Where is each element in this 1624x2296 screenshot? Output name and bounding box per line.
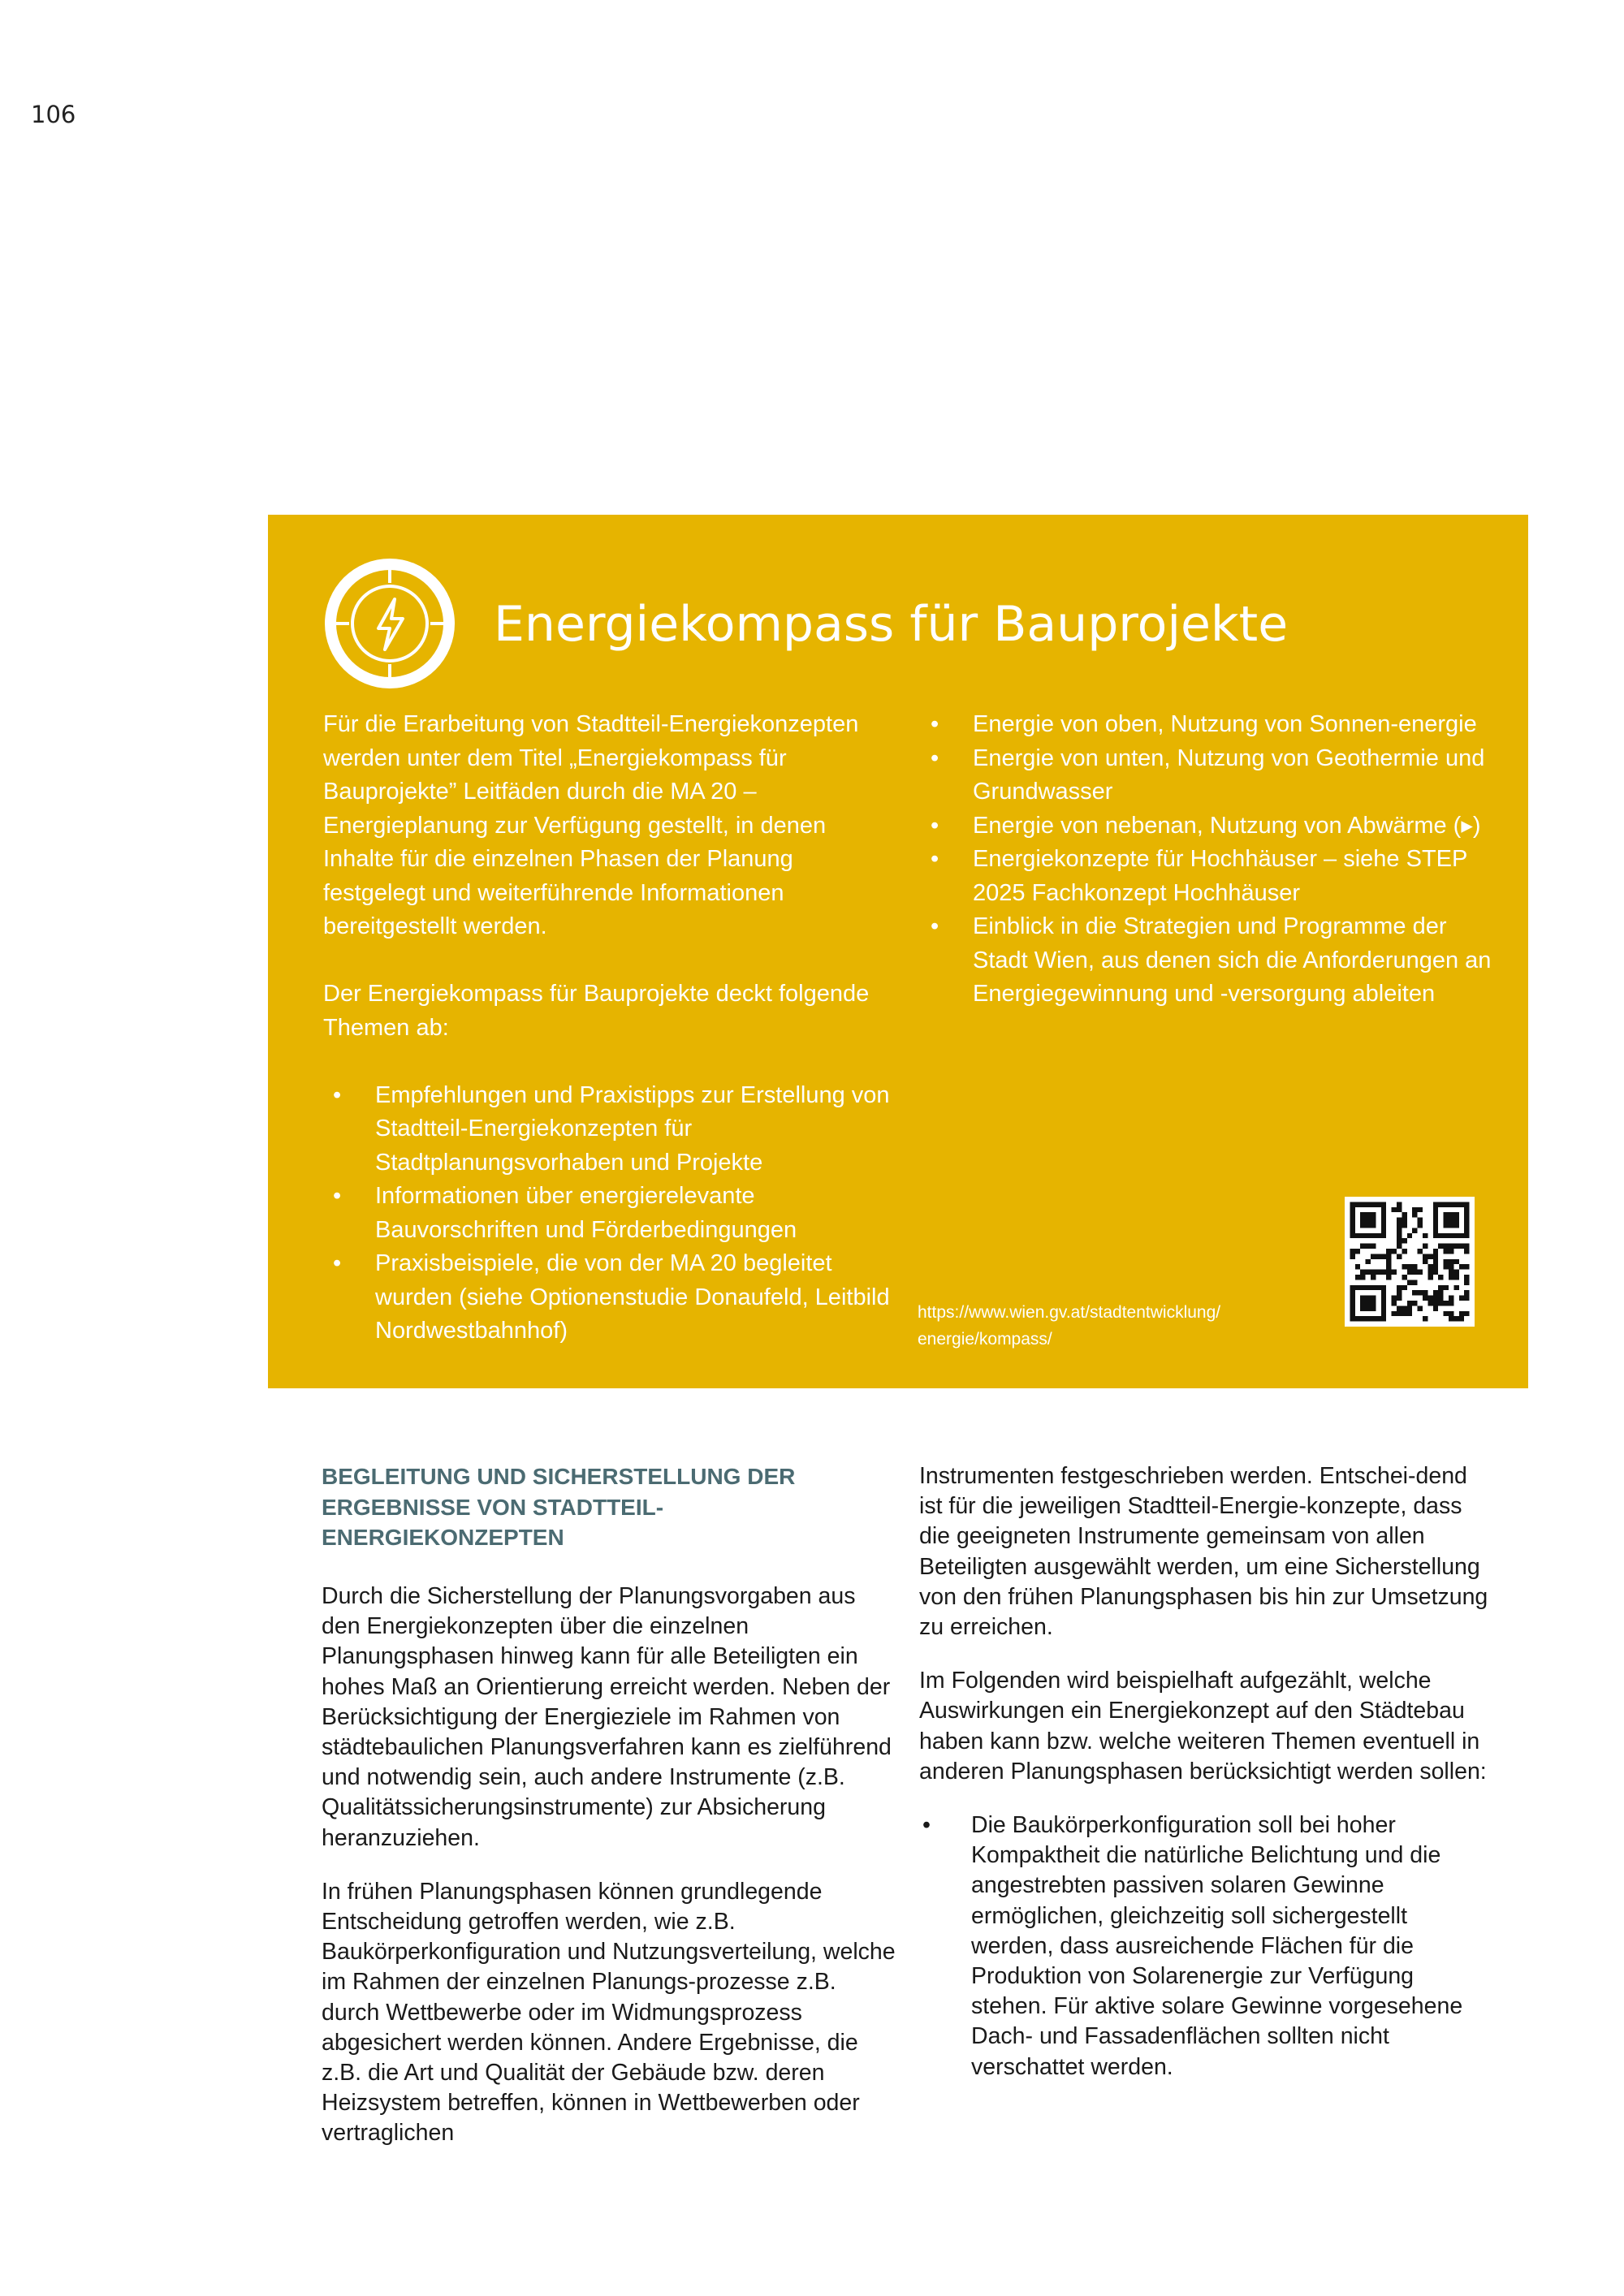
- source-link-line-1: https://www.wien.gv.at/stadtentwicklung/: [918, 1303, 1221, 1322]
- source-link[interactable]: [918, 1299, 1299, 1353]
- list-item: • Energiekonzepte für Hochhäuser – siehe STEP 2025 Fachkonzept Hochhäuser: [921, 843, 1505, 910]
- body-right-column: [919, 1461, 1496, 2082]
- page-number: 106: [31, 101, 76, 128]
- box-right-column: [921, 708, 1505, 1012]
- box-intro-paragraph: Für die Erarbeitung von Stadtteil-Energiekonzepten werden unter dem Titel „Energiekompass für Bauprojekte” Leitfäden durch die MA 20 – Energieplanung zur Verfügung gestellt, in denen Inhalte für die einzelnen Phasen der Planung festgelegt und weiterführende Informationen bereitgestellt werden.: [323, 711, 859, 939]
- body-left-column: [322, 1582, 898, 2173]
- box-left-column: [323, 708, 892, 1349]
- list-item: • Informationen über energierelevante Bauvorschriften und Förderbedingungen: [323, 1180, 892, 1247]
- body-paragraph: Im Folgenden wird beispielhaft aufgezählt, welche Auswirkungen ein Energiekonzept auf den Städtebau haben kann bzw. welche weiteren Themen eventuell in anderen Planungsphasen berücksichtigt werden sollen:: [919, 1668, 1487, 1785]
- list-item: • Energie von nebenan, Nutzung von Abwärme (▸): [921, 809, 1505, 844]
- list-item: • Die Baukörperkonfiguration soll bei hoher Kompaktheit die natürliche Belichtung und die angestrebten passiven solaren Gewinne ermöglichen, gleichzeitig soll sichergestellt werden, dass ausreichende Flächen für die Produktion von Solarenergie zur Verfügung stehen. Für aktive solare Gewinne vorgesehene Dach- und Fassadenflächen sollten nicht verschattet werden.: [919, 1810, 1496, 2082]
- info-box-energiekompass: [268, 515, 1528, 1388]
- box-left-bullet-list: [323, 1079, 892, 1349]
- qr-code-icon: [1345, 1197, 1475, 1327]
- source-link-line-2: energie/kompass/: [918, 1330, 1052, 1349]
- body-paragraph: Durch die Sicherstellung der Planungsvorgaben aus den Energiekonzepten über die einzelnen Planungsphasen hinweg kann für alle Beteiligten ein hohes Maß an Orientierung erreicht werden. Neben der Berücksichtigung der Energieziele im Rahmen von städtebaulichen Planungsverfahren kann es zielführend und notwendig sein, auch andere Instrumente (z.B. Qualitätssicherungsinstrumente) zur Absicherung heranzuziehen.: [322, 1583, 892, 1851]
- list-item: • Einblick in die Strategien und Programme der Stadt Wien, aus denen sich die Anforderungen an Energiegewinnung und -versorgung ableiten: [921, 910, 1505, 1012]
- body-paragraph: In frühen Planungsphasen können grundlegende Entscheidung getroffen werden, wie z.B. Baukörperkonfiguration und Nutzungsverteilung, welche im Rahmen der einzelnen Planungs-prozesse z.B. durch Wettbewerbe oder im Widmungsprozess abgesichert werden können. Andere Ergebnisse, die z.B. die Art und Qualität der Gebäude bzw. deren Heizsystem betreffen, können in Wettbewerben oder vertraglichen: [322, 1878, 896, 2147]
- box-title: Energiekompass für Bauprojekte: [494, 596, 1289, 653]
- box-right-bullet-list: [921, 708, 1505, 1012]
- body-bullet-list: [919, 1810, 1496, 2082]
- list-item: • Energie von unten, Nutzung von Geothermie und Grundwasser: [921, 742, 1505, 809]
- list-item: • Empfehlungen und Praxistipps zur Erstellung von Stadtteil-Energiekonzepten für Stadtplanungsvorhaben und Projekte: [323, 1079, 892, 1180]
- body-paragraph: Instrumenten festgeschrieben werden. Entschei-dend ist für die jeweiligen Stadtteil-Energie-konzepte, dass die geeigneten Instrumente gemeinsam von allen Beteiligten ausgewählt werden, um eine Sicherstellung von den frühen Planungsphasen bis hin zur Umsetzung zu erreichen.: [919, 1463, 1488, 1641]
- list-item: • Energie von oben, Nutzung von Sonnen-energie: [921, 708, 1505, 742]
- section-heading: BEGLEITUNG UND SICHERSTELLUNG DER ERGEBNISSE VON STADTTEIL-ENERGIEKONZEPTEN: [322, 1464, 796, 1550]
- lightning-compass-icon: [322, 555, 458, 692]
- list-item: • Praxisbeispiele, die von der MA 20 begleitet wurden (siehe Optionenstudie Donaufeld, Leitbild Nordwestbahnhof): [323, 1247, 892, 1349]
- box-topics-intro: Der Energiekompass für Bauprojekte deckt folgende Themen ab:: [323, 981, 870, 1041]
